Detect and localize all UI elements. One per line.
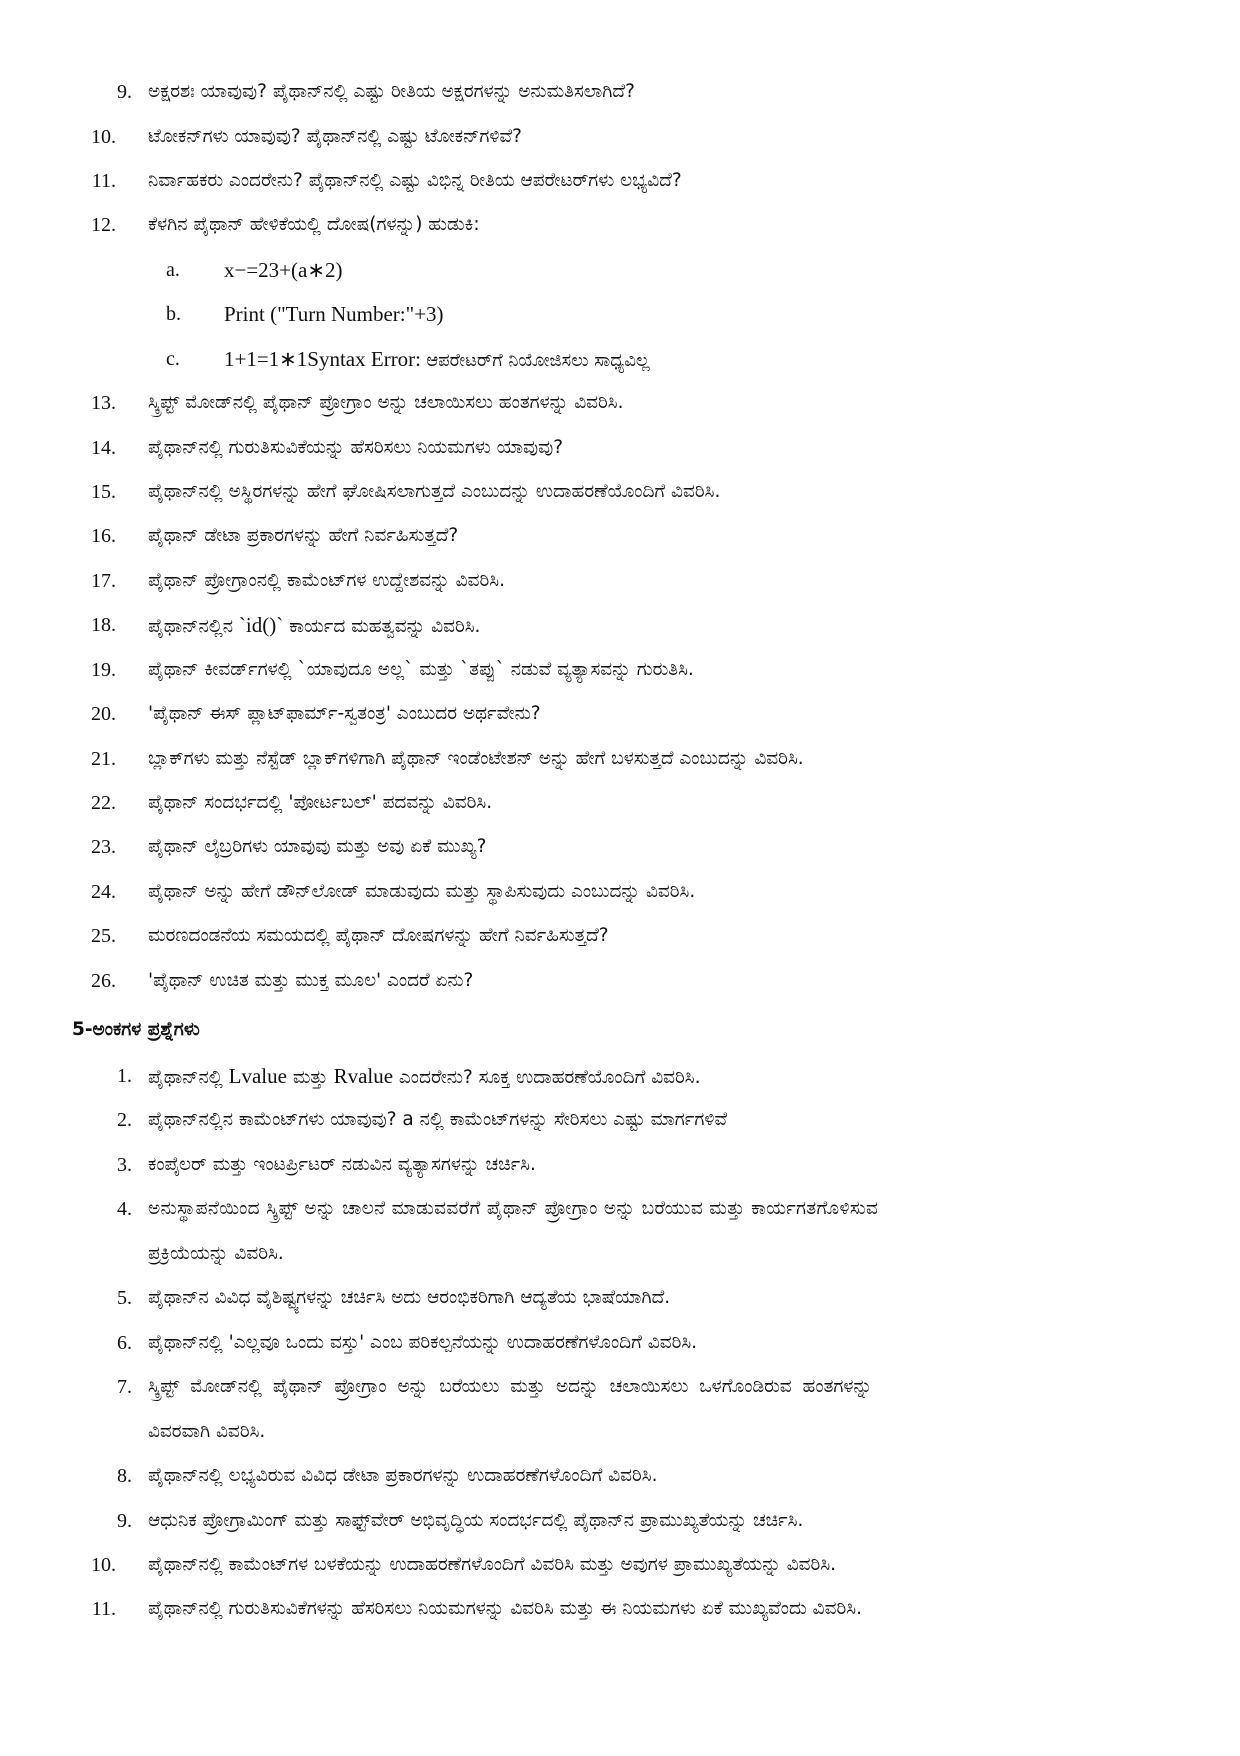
question-text: ಪೈಥಾನ್‌ನಲ್ಲಿ ಗುರುತಿಸುವಿಕೆಯನ್ನು ಹೆಸರಿಸಲು ನಿಯಮಗಳು ಯಾವುವು? bbox=[148, 437, 564, 458]
question-text: ಪೈಥಾನ್ ಸಂದರ್ಭದಲ್ಲಿ 'ಪೋರ್ಟಬಲ್' ಪದವನ್ನು ವಿವರಿಸಿ. bbox=[148, 792, 493, 813]
question-text: ಪೈಥಾನ್ ಡೇಟಾ ಪ್ರಕಾರಗಳನ್ನು ಹೇಗೆ ನಿರ್ವಹಿಸುತ್ತದೆ? bbox=[148, 525, 459, 546]
question-text bbox=[148, 1056, 1168, 1098]
text-part: ಎಂದರೇನು? ಸೂಕ್ತ ಉದಾಹರಣೆಯೊಂದಿಗೆ ವಿವರಿಸಿ. bbox=[393, 1067, 701, 1088]
question-number: 2. bbox=[117, 1109, 132, 1131]
long-question-5 bbox=[0, 1278, 1240, 1318]
text-part: ಮತ್ತು bbox=[286, 1067, 334, 1088]
long-question-3 bbox=[0, 1145, 1240, 1185]
question-text: ಪೈಥಾನ್‌ನಲ್ಲಿ ಗುರುತಿಸುವಿಕೆಗಳನ್ನು ಹೆಸರಿಸಲು ನಿಯಮಗಳನ್ನು ವಿವರಿಸಿ ಮತ್ತು ಈ ನಿಯಮಗಳು ಏಕೆ ಮುಖ್ಯವೆಂದು ವಿವರಿಸಿ. bbox=[148, 1598, 862, 1619]
option-kannada: ಆಪರೇಟರ್‌ಗೆ ನಿಯೋಜಿಸಲು ಸಾಧ್ಯವಿಲ್ಲ bbox=[426, 350, 650, 371]
question-number: 24. bbox=[91, 881, 116, 903]
question-text: ಪೈಥಾನ್‌ನಲ್ಲಿನ ಕಾಮೆಂಟ್‌ಗಳು ಯಾವುವು? a ನಲ್ಲಿ ಕಾಮೆಂಟ್‌ಗಳನ್ನು ಸೇರಿಸಲು ಎಷ್ಟು ಮಾರ್ಗಗಳಿವೆ bbox=[148, 1109, 728, 1130]
question-number: 15. bbox=[91, 481, 116, 503]
question-number: 5. bbox=[117, 1287, 132, 1309]
question-number: 18. bbox=[91, 614, 116, 636]
question-number: 22. bbox=[91, 792, 116, 814]
text-part: ಕಾರ್ಯದ ಮಹತ್ವವನ್ನು ವಿವರಿಸಿ. bbox=[283, 616, 481, 637]
text-part: ಪೈಥಾನ್‌ನಲ್ಲಿನ bbox=[148, 616, 239, 637]
question-text: ಪೈಥಾನ್ ಅನ್ನು ಹೇಗೆ ಡೌನ್‌ಲೋಡ್ ಮಾಡುವುದು ಮತ್ತು ಸ್ಥಾಪಿಸುವುದು ಎಂಬುದನ್ನು ವಿವರಿಸಿ. bbox=[148, 881, 696, 902]
question-number: 23. bbox=[91, 836, 116, 858]
question-text: 'ಪೈಥಾನ್ ಈಸ್ ಪ್ಲಾಟ್‌ಫಾರ್ಮ್-ಸ್ವತಂತ್ರ' ಎಂಬುದರ ಅರ್ಥವೇನು? bbox=[148, 703, 541, 724]
question-number: 10. bbox=[91, 1554, 116, 1576]
question-text: ಪೈಥಾನ್ ಲೈಬ್ರರಿಗಳು ಯಾವುವು ಮತ್ತು ಅವು ಏಕೆ ಮುಖ್ಯ? bbox=[148, 836, 487, 857]
question-text: ಪೈಥಾನ್ ಪ್ರೋಗ್ರಾಂನಲ್ಲಿ ಕಾಮೆಂಟ್‌ಗಳ ಉದ್ದೇಶವನ್ನು ವಿವರಿಸಿ. bbox=[148, 570, 505, 591]
option-letter: b. bbox=[166, 303, 181, 325]
question-number: 8. bbox=[117, 1465, 132, 1487]
question-13 bbox=[0, 383, 1240, 423]
option-text bbox=[224, 339, 1124, 381]
question-text: ಅಕ್ಷರಶಃ ಯಾವುವು? ಪೈಥಾನ್‌ನಲ್ಲಿ ಎಷ್ಟು ರೀತಿಯ ಅಕ್ಷರಗಳನ್ನು ಅನುಮತಿಸಲಾಗಿದೆ? bbox=[148, 81, 635, 102]
question-12 bbox=[0, 205, 1240, 245]
long-question-7 bbox=[0, 1367, 1240, 1407]
question-text: ಪೈಥಾನ್‌ನಲ್ಲಿ ಅಸ್ಥಿರಗಳನ್ನು ಹೇಗೆ ಘೋಷಿಸಲಾಗುತ್ತದೆ ಎಂಬುದನ್ನು ಉದಾಹರಣೆಯೊಂದಿಗೆ ವಿವರಿಸಿ. bbox=[148, 481, 721, 502]
question-number: 13. bbox=[91, 392, 116, 414]
question-25 bbox=[0, 916, 1240, 956]
question-text: 'ಪೈಥಾನ್ ಉಚಿತ ಮತ್ತು ಮುಕ್ತ ಮೂಲ' ಎಂದರೆ ಏನು? bbox=[148, 970, 474, 991]
question-12-option-a bbox=[0, 250, 1240, 290]
question-number: 9. bbox=[117, 81, 132, 103]
code-text: Rvalue bbox=[333, 1064, 394, 1088]
question-text: ನಿರ್ವಾಹಕರು ಎಂದರೇನು? ಪೈಥಾನ್‌ನಲ್ಲಿ ಎಷ್ಟು ವಿಭಿನ್ನ ರೀತಿಯ ಆಪರೇಟರ್‌ಗಳು ಲಭ್ಯವಿದೆ? bbox=[148, 170, 682, 191]
question-9 bbox=[0, 72, 1240, 112]
question-14 bbox=[0, 428, 1240, 468]
question-19 bbox=[0, 650, 1240, 690]
question-number: 11. bbox=[91, 1598, 116, 1620]
option-text: Print ("Turn Number:"+3) bbox=[224, 302, 444, 326]
section-heading: 5-ಅಂಕಗಳ ಪ್ರಶ್ನೆಗಳು bbox=[72, 1019, 200, 1040]
long-question-9 bbox=[0, 1501, 1240, 1541]
question-24 bbox=[0, 872, 1240, 912]
question-text: ಅನುಸ್ಥಾಪನೆಯಿಂದ ಸ್ಕ್ರಿಪ್ಟ್ ಅನ್ನು ಚಾಲನೆ ಮಾಡುವವರೆಗೆ ಪೈಥಾನ್ ಪ್ರೋಗ್ರಾಂ ಅನ್ನು ಬರೆಯುವ ಮತ್ತು ಕಾರ್ಯಗತಗೊಳಿಸುವ bbox=[148, 1198, 879, 1219]
question-number: 20. bbox=[91, 703, 116, 725]
option-text: x−=23+(a∗2) bbox=[224, 258, 343, 282]
question-11 bbox=[0, 161, 1240, 201]
option-letter: a. bbox=[166, 259, 180, 281]
question-23 bbox=[0, 827, 1240, 867]
option-letter: c. bbox=[166, 348, 180, 370]
long-question-2 bbox=[0, 1100, 1240, 1140]
question-text: ಸ್ಕ್ರಿಪ್ಟ್ ಮೋಡ್‌ನಲ್ಲಿ ಪೈಥಾನ್ ಪ್ರೋಗ್ರಾಂ ಅನ್ನು ಚಲಾಯಿಸಲು ಹಂತಗಳನ್ನು ವಿವರಿಸಿ. bbox=[148, 392, 624, 413]
long-question-8 bbox=[0, 1456, 1240, 1496]
long-question-6 bbox=[0, 1323, 1240, 1363]
question-text: ಪೈಥಾನ್‌ನಲ್ಲಿ 'ಎಲ್ಲವೂ ಒಂದು ವಸ್ತು' ಎಂಬ ಪರಿಕಲ್ಪನೆಯನ್ನು ಉದಾಹರಣೆಗಳೊಂದಿಗೆ ವಿವರಿಸಿ. bbox=[148, 1332, 698, 1353]
question-text: ಸ್ಕ್ರಿಪ್ಟ್ ಮೋಡ್‌ನಲ್ಲಿ ಪೈಥಾನ್ ಪ್ರೋಗ್ರಾಂ ಅನ್ನು ಬರೆಯಲು ಮತ್ತು ಅದನ್ನು ಚಲಾಯಿಸಲು ಒಳಗೊಂಡಿರುವ ಹಂತಗಳನ್ನು bbox=[148, 1376, 873, 1397]
question-text bbox=[148, 605, 1168, 647]
code-text: `id()` bbox=[238, 613, 284, 637]
question-15 bbox=[0, 472, 1240, 512]
question-number: 1. bbox=[117, 1065, 132, 1087]
question-number: 6. bbox=[117, 1332, 132, 1354]
question-22 bbox=[0, 783, 1240, 823]
question-text: ಪೈಥಾನ್‌ನಲ್ಲಿ ಕಾಮೆಂಟ್‌ಗಳ ಬಳಕೆಯನ್ನು ಉದಾಹರಣೆಗಳೊಂದಿಗೆ ವಿವರಿಸಿ ಮತ್ತು ಅವುಗಳ ಪ್ರಾಮುಖ್ಯತೆಯನ್ನು ವಿವರಿಸಿ. bbox=[148, 1554, 837, 1575]
question-number: 25. bbox=[91, 925, 116, 947]
question-number: 3. bbox=[117, 1154, 132, 1176]
question-number: 16. bbox=[91, 525, 116, 547]
code-text: Lvalue bbox=[228, 1064, 287, 1088]
question-18 bbox=[0, 605, 1240, 645]
question-number: 10. bbox=[91, 126, 116, 148]
long-question-7-continuation: ವಿವರವಾಗಿ ವಿವರಿಸಿ. bbox=[148, 1421, 266, 1442]
question-number: 7. bbox=[117, 1376, 132, 1398]
question-text: ಕಂಪೈಲರ್ ಮತ್ತು ಇಂಟರ್ಪ್ರಿಟರ್ ನಡುವಿನ ವ್ಯತ್ಯಾಸಗಳನ್ನು ಚರ್ಚಿಸಿ. bbox=[148, 1154, 536, 1175]
question-number: 26. bbox=[91, 970, 116, 992]
question-number: 12. bbox=[91, 214, 116, 236]
question-text: ಪೈಥಾನ್ ಕೀವರ್ಡ್‌ಗಳಲ್ಲಿ `ಯಾವುದೂ ಅಲ್ಲ` ಮತ್ತು `ತಪ್ಪು` ನಡುವೆ ವ್ಯತ್ಯಾಸವನ್ನು ಗುರುತಿಸಿ. bbox=[148, 659, 694, 680]
question-number: 19. bbox=[91, 659, 116, 681]
question-text: ಕೆಳಗಿನ ಪೈಥಾನ್ ಹೇಳಿಕೆಯಲ್ಲಿ ದೋಷ(ಗಳನ್ನು) ಹುಡುಕಿ: bbox=[148, 214, 480, 235]
long-question-4-continuation: ಪ್ರಕ್ರಿಯೆಯನ್ನು ವಿವರಿಸಿ. bbox=[148, 1243, 284, 1264]
question-20 bbox=[0, 694, 1240, 734]
text-part: ಪೈಥಾನ್‌ನಲ್ಲಿ bbox=[148, 1067, 229, 1088]
question-text: ಮರಣದಂಡನೆಯ ಸಮಯದಲ್ಲಿ ಪೈಥಾನ್ ದೋಷಗಳನ್ನು ಹೇಗೆ ನಿರ್ವಹಿಸುತ್ತದೆ? bbox=[148, 925, 609, 946]
question-text: ಪೈಥಾನ್‌ನಲ್ಲಿ ಲಭ್ಯವಿರುವ ವಿವಿಧ ಡೇಟಾ ಪ್ರಕಾರಗಳನ್ನು ಉದಾಹರಣೆಗಳೊಂದಿಗೆ ವಿವರಿಸಿ. bbox=[148, 1465, 658, 1486]
question-12-option-b bbox=[0, 294, 1240, 334]
question-number: 11. bbox=[91, 170, 116, 192]
question-number: 4. bbox=[117, 1198, 132, 1220]
question-26 bbox=[0, 961, 1240, 1001]
long-question-11 bbox=[0, 1589, 1240, 1629]
question-text: ಪೈಥಾನ್‌ನ ವಿವಿಧ ವೈಶಿಷ್ಟ್ಯಗಳನ್ನು ಚರ್ಚಿಸಿ ಅದು ಆರಂಭಿಕರಿಗಾಗಿ ಆದ್ಯತೆಯ ಭಾಷೆಯಾಗಿದೆ. bbox=[148, 1287, 671, 1308]
question-text: ಟೋಕನ್‌ಗಳು ಯಾವುವು? ಪೈಥಾನ್‌ನಲ್ಲಿ ಎಷ್ಟು ಟೋಕನ್‌ಗಳಿವೆ? bbox=[148, 126, 522, 147]
question-10 bbox=[0, 117, 1240, 157]
question-number: 21. bbox=[91, 748, 116, 770]
question-number: 17. bbox=[91, 570, 116, 592]
question-21 bbox=[0, 739, 1240, 779]
question-17 bbox=[0, 561, 1240, 601]
question-text: ಆಧುನಿಕ ಪ್ರೋಗ್ರಾಮಿಂಗ್ ಮತ್ತು ಸಾಫ್ಟ್‌ವೇರ್ ಅಭಿವೃದ್ಧಿಯ ಸಂದರ್ಭದಲ್ಲಿ ಪೈಥಾನ್‌ನ ಪ್ರಾಮುಖ್ಯತೆಯನ್ನು ಚರ್ಚಿಸಿ. bbox=[148, 1510, 804, 1531]
long-question-1 bbox=[0, 1056, 1240, 1096]
question-16 bbox=[0, 516, 1240, 556]
question-number: 9. bbox=[117, 1510, 132, 1532]
long-question-10 bbox=[0, 1545, 1240, 1585]
option-code: 1+1=1∗1Syntax Error: bbox=[224, 347, 427, 371]
question-12-option-c bbox=[0, 339, 1240, 379]
long-question-4 bbox=[0, 1189, 1240, 1229]
question-text: ಬ್ಲಾಕ್‌ಗಳು ಮತ್ತು ನೆಸ್ಟೆಡ್ ಬ್ಲಾಕ್‌ಗಳಿಗಾಗಿ ಪೈಥಾನ್ ಇಂಡೆಂಟೇಶನ್ ಅನ್ನು ಹೇಗೆ ಬಳಸುತ್ತದೆ ಎಂಬುದನ್ನು ವಿವರಿಸಿ. bbox=[148, 748, 804, 769]
question-number: 14. bbox=[91, 437, 116, 459]
